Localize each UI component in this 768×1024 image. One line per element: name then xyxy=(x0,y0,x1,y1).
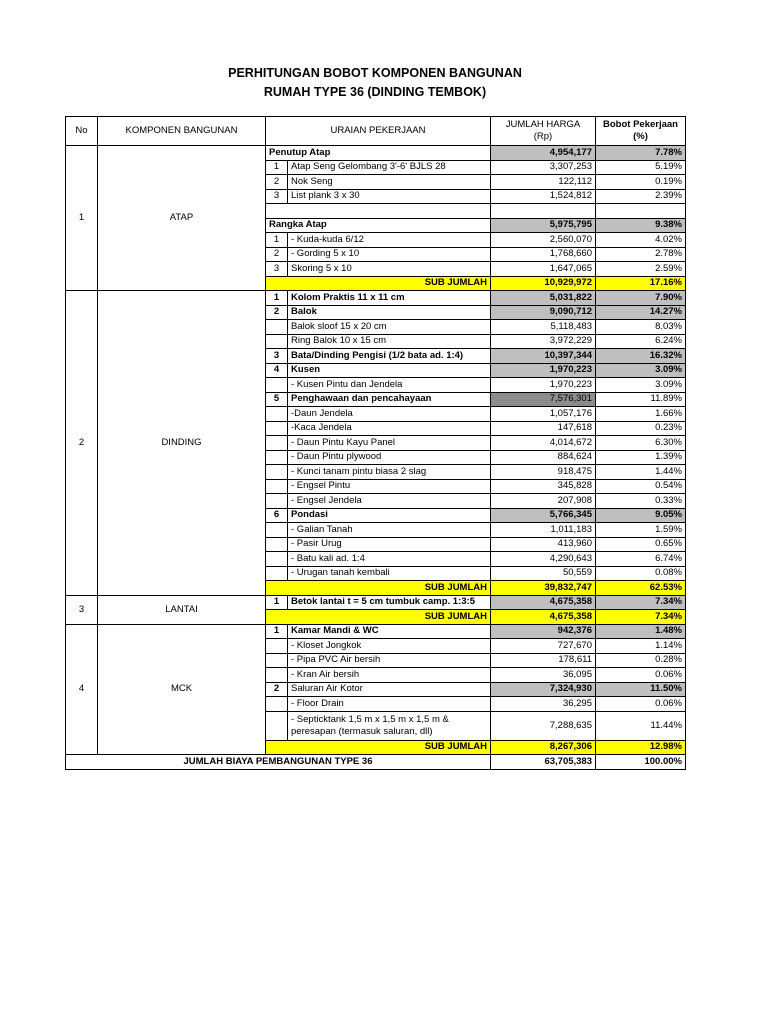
row-bobot: 2.59% xyxy=(596,262,686,277)
row-bobot: 1.14% xyxy=(596,639,686,654)
row-harga: 178,611 xyxy=(491,653,596,668)
row-description: - Engsel Pintu xyxy=(288,479,491,494)
row-number xyxy=(266,552,288,567)
row-bobot: 7.34% xyxy=(596,595,686,610)
row-bobot: 0.28% xyxy=(596,653,686,668)
subtotal-label: SUB JUMLAH xyxy=(266,581,491,596)
row-description: Kamar Mandi & WC xyxy=(288,624,491,639)
header-harga-line1: JUMLAH HARGA xyxy=(505,119,581,130)
row-description: Balok xyxy=(288,305,491,320)
row-bobot: 4.02% xyxy=(596,233,686,248)
row-number xyxy=(266,450,288,465)
document-title: PERHITUNGAN BOBOT KOMPONEN BANGUNAN xyxy=(228,66,522,80)
section-name: ATAP xyxy=(98,146,266,291)
row-bobot: 0.06% xyxy=(596,668,686,683)
row-bobot: 6.74% xyxy=(596,552,686,567)
row-description: - Floor Drain xyxy=(288,697,491,712)
row-harga: 207,908 xyxy=(491,494,596,509)
row-harga: 413,960 xyxy=(491,537,596,552)
row-harga: 36,095 xyxy=(491,668,596,683)
row-harga: 4,954,177 xyxy=(491,146,596,161)
row-harga: 1,970,223 xyxy=(491,378,596,393)
row-description: - Daun Pintu plywood xyxy=(288,450,491,465)
row-description: Atap Seng Gelombang 3'-6' BJLS 28 xyxy=(288,160,491,175)
row-number xyxy=(266,566,288,581)
row-description: - Urugan tanah kembali xyxy=(288,566,491,581)
row-harga: 5,975,795 xyxy=(491,218,596,233)
row-description: Kolom Praktis 11 x 11 cm xyxy=(288,291,491,306)
section-number: 3 xyxy=(66,595,98,624)
row-bobot: 0.08% xyxy=(596,566,686,581)
row-harga: 3,307,253 xyxy=(491,160,596,175)
row-bobot: 1.44% xyxy=(596,465,686,480)
row-harga: 7,288,635 xyxy=(491,711,596,740)
header-bobot-line2: (%) xyxy=(633,131,648,142)
row-description: Bata/Dinding Pengisi (1/2 bata ad. 1:4) xyxy=(288,349,491,364)
row-harga: 2,560,070 xyxy=(491,233,596,248)
row-number: 1 xyxy=(266,624,288,639)
row-number: 1 xyxy=(266,160,288,175)
row-harga: 1,011,183 xyxy=(491,523,596,538)
row-harga: 884,624 xyxy=(491,450,596,465)
row-description: - Galian Tanah xyxy=(288,523,491,538)
row-description: Betok lantai t = 5 cm tumbuk camp. 1:3:5 xyxy=(288,595,491,610)
row-description: - Pipa PVC Air bersih xyxy=(288,653,491,668)
table-row xyxy=(66,146,686,161)
row-bobot: 1.66% xyxy=(596,407,686,422)
row-bobot: 1.39% xyxy=(596,450,686,465)
header-bobot xyxy=(596,117,686,146)
table-row xyxy=(66,291,686,306)
row-harga: 942,376 xyxy=(491,624,596,639)
row-bobot: 7.90% xyxy=(596,291,686,306)
row-harga: 122,112 xyxy=(491,175,596,190)
row-harga: 50,559 xyxy=(491,566,596,581)
row-bobot: 0.19% xyxy=(596,175,686,190)
row-description: - Kran Air bersih xyxy=(288,668,491,683)
row-harga: 1,057,176 xyxy=(491,407,596,422)
table-row xyxy=(66,595,686,610)
row-number xyxy=(266,537,288,552)
row-harga: 5,118,483 xyxy=(491,320,596,335)
row-number: 6 xyxy=(266,508,288,523)
row-number: 1 xyxy=(266,595,288,610)
row-bobot: 6.24% xyxy=(596,334,686,349)
row-bobot: 11.50% xyxy=(596,682,686,697)
row-harga: 5,766,345 xyxy=(491,508,596,523)
row-bobot: 0.33% xyxy=(596,494,686,509)
header-no: No xyxy=(66,117,98,146)
row-bobot xyxy=(596,204,686,219)
subtotal-harga: 10,929,972 xyxy=(491,276,596,291)
subtotal-bobot: 17.16% xyxy=(596,276,686,291)
row-bobot: 3.09% xyxy=(596,363,686,378)
row-harga: 7,576,301 xyxy=(491,392,596,407)
row-number xyxy=(266,334,288,349)
row-harga: 10,397,344 xyxy=(491,349,596,364)
row-harga: 345,828 xyxy=(491,479,596,494)
row-description: - Pasir Urug xyxy=(288,537,491,552)
row-number xyxy=(266,378,288,393)
row-number xyxy=(266,523,288,538)
row-harga: 5,031,822 xyxy=(491,291,596,306)
section-name: DINDING xyxy=(98,291,266,596)
row-number xyxy=(266,421,288,436)
row-harga: 727,670 xyxy=(491,639,596,654)
row-description: List plank 3 x 30 xyxy=(288,189,491,204)
row-bobot: 14.27% xyxy=(596,305,686,320)
row-number xyxy=(266,320,288,335)
row-number: 2 xyxy=(266,175,288,190)
row-number xyxy=(266,697,288,712)
subtotal-harga: 8,267,306 xyxy=(491,740,596,755)
row-number xyxy=(266,653,288,668)
row-description: Pondasi xyxy=(288,508,491,523)
row-harga: 4,675,358 xyxy=(491,595,596,610)
row-description: - Batu kali ad. 1:4 xyxy=(288,552,491,567)
row-number: 2 xyxy=(266,247,288,262)
header-uraian: URAIAN PEKERJAAN xyxy=(266,117,491,146)
row-number: 3 xyxy=(266,262,288,277)
row-number xyxy=(266,711,288,740)
section-number: 2 xyxy=(66,291,98,596)
subtotal-label: SUB JUMLAH xyxy=(266,610,491,625)
row-harga: 1,647,065 xyxy=(491,262,596,277)
row-harga: 1,768,660 xyxy=(491,247,596,262)
table-header-row xyxy=(66,117,686,146)
header-harga-line2: (Rp) xyxy=(533,131,553,142)
row-harga: 1,524,812 xyxy=(491,189,596,204)
row-bobot: 8.03% xyxy=(596,320,686,335)
row-bobot: 5.19% xyxy=(596,160,686,175)
row-description: Ring Balok 10 x 15 cm xyxy=(288,334,491,349)
subtotal-label: SUB JUMLAH xyxy=(266,276,491,291)
row-harga: 3,972,229 xyxy=(491,334,596,349)
row-harga: 4,290,643 xyxy=(491,552,596,567)
row-number xyxy=(266,407,288,422)
row-bobot: 3.09% xyxy=(596,378,686,393)
row-harga: 7,324,930 xyxy=(491,682,596,697)
section-number: 4 xyxy=(66,624,98,755)
row-bobot: 0.23% xyxy=(596,421,686,436)
row-number: 3 xyxy=(266,189,288,204)
row-description: - Kloset Jongkok xyxy=(288,639,491,654)
section-name: MCK xyxy=(98,624,266,755)
row-bobot: 9.05% xyxy=(596,508,686,523)
row-description: Skoring 5 x 10 xyxy=(288,262,491,277)
row-number xyxy=(266,436,288,451)
row-description: - Daun Pintu Kayu Panel xyxy=(288,436,491,451)
row-bobot: 1.48% xyxy=(596,624,686,639)
subtotal-harga: 39,832,747 xyxy=(491,581,596,596)
subtotal-bobot: 62.53% xyxy=(596,581,686,596)
row-number xyxy=(266,668,288,683)
row-number xyxy=(266,639,288,654)
row-number: 2 xyxy=(266,305,288,320)
row-description: - Engsel Jendela xyxy=(288,494,491,509)
row-bobot: 0.65% xyxy=(596,537,686,552)
row-bobot: 9.38% xyxy=(596,218,686,233)
row-description: - Kuda-kuda 6/12 xyxy=(288,233,491,248)
row-bobot: 11.89% xyxy=(596,392,686,407)
row-bobot: 1.59% xyxy=(596,523,686,538)
header-harga xyxy=(491,117,596,146)
row-harga xyxy=(491,204,596,219)
row-harga: 1,970,223 xyxy=(491,363,596,378)
cost-weight-table xyxy=(65,116,686,770)
row-description: Penutup Atap xyxy=(266,146,491,161)
grand-total-label: JUMLAH BIAYA PEMBANGUNAN TYPE 36 xyxy=(66,755,491,770)
subtotal-harga: 4,675,358 xyxy=(491,610,596,625)
subtotal-label: SUB JUMLAH xyxy=(266,740,491,755)
row-number xyxy=(266,479,288,494)
row-harga: 147,618 xyxy=(491,421,596,436)
header-komponen: KOMPONEN BANGUNAN xyxy=(98,117,266,146)
row-number: 5 xyxy=(266,392,288,407)
row-bobot: 16.32% xyxy=(596,349,686,364)
subtotal-bobot: 7.34% xyxy=(596,610,686,625)
row-number xyxy=(266,465,288,480)
row-number: 2 xyxy=(266,682,288,697)
row-bobot: 0.54% xyxy=(596,479,686,494)
row-harga: 36,295 xyxy=(491,697,596,712)
row-bobot: 2.39% xyxy=(596,189,686,204)
row-description: - Kusen Pintu dan Jendela xyxy=(288,378,491,393)
row-number: 4 xyxy=(266,363,288,378)
row-description: Penghawaan dan pencahayaan xyxy=(288,392,491,407)
row-description: -Daun Jendela xyxy=(288,407,491,422)
subtotal-bobot: 12.98% xyxy=(596,740,686,755)
section-name: LANTAI xyxy=(98,595,266,624)
row-bobot: 6.30% xyxy=(596,436,686,451)
grand-total-harga: 63,705,383 xyxy=(491,755,596,770)
row-number: 1 xyxy=(266,233,288,248)
row-number: 1 xyxy=(266,291,288,306)
row-number: 3 xyxy=(266,349,288,364)
row-bobot: 2.78% xyxy=(596,247,686,262)
header-bobot-line1: Bobot Pekerjaan xyxy=(603,119,678,130)
row-bobot: 11.44% xyxy=(596,711,686,740)
row-description: - Kunci tanam pintu biasa 2 slag xyxy=(288,465,491,480)
row-description xyxy=(266,204,491,219)
row-description: - Gording 5 x 10 xyxy=(288,247,491,262)
document-subtitle: RUMAH TYPE 36 (DINDING TEMBOK) xyxy=(263,85,487,99)
grand-total-row xyxy=(66,755,686,770)
grand-total-bobot: 100.00% xyxy=(596,755,686,770)
row-description: -Kaca Jendela xyxy=(288,421,491,436)
row-harga: 9,090,712 xyxy=(491,305,596,320)
row-description: Kusen xyxy=(288,363,491,378)
row-bobot: 0.06% xyxy=(596,697,686,712)
row-number xyxy=(266,494,288,509)
section-number: 1 xyxy=(66,146,98,291)
row-description: Nok Seng xyxy=(288,175,491,190)
row-description: Rangka Atap xyxy=(266,218,491,233)
table-row xyxy=(66,624,686,639)
row-harga: 918,475 xyxy=(491,465,596,480)
row-harga: 4,014,672 xyxy=(491,436,596,451)
row-description: Balok sloof 15 x 20 cm xyxy=(288,320,491,335)
row-description: Saluran Air Kotor xyxy=(288,682,491,697)
row-bobot: 7.78% xyxy=(596,146,686,161)
row-description: - Septicktank 1,5 m x 1,5 m x 1,5 m & peresapan (termasuk saluran, dll) xyxy=(288,711,491,740)
